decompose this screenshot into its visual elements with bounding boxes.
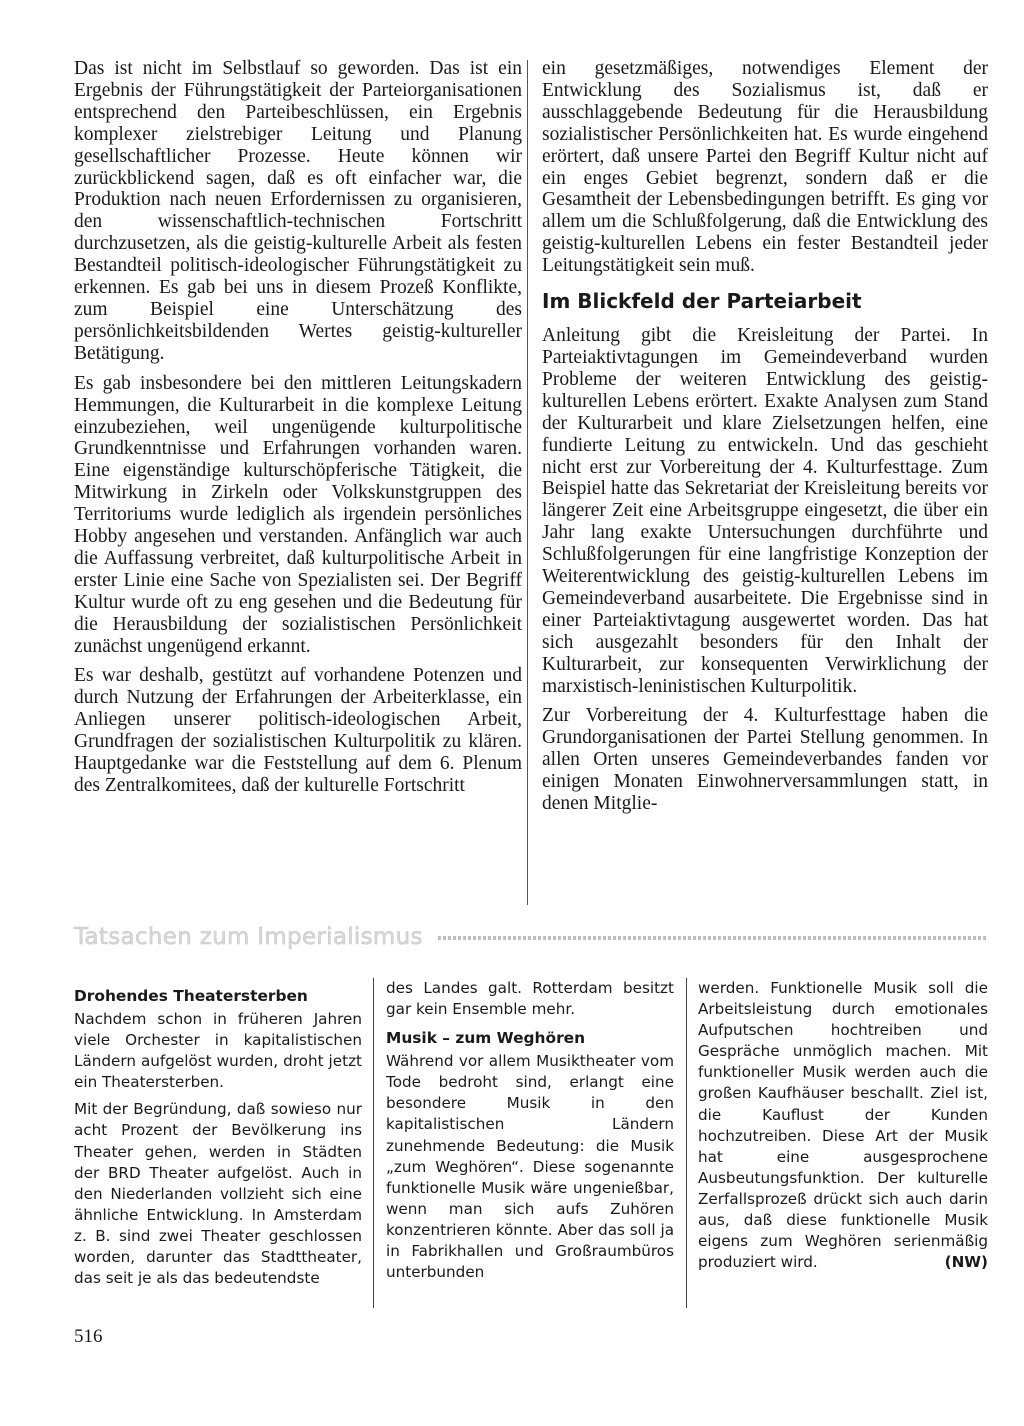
sidebar-paragraph: Nachdem schon in früheren Jahren viele Orchester in kapitalistischen Ländern aufgelöst wurden, droht jetzt ein Theatersterben. [74,1010,362,1092]
article-right-column [542,58,988,823]
article-left-column [74,58,522,805]
sidebar-heading: Drohendes Theatersterben [74,987,308,1005]
sidebar-column-1 [74,986,362,1295]
article-paragraph: Zur Vorbereitung der 4. Kulturfesttage haben die Grundorganisationen der Partei Stellung genommen. In allen Orten unseres Gemeindeverbandes fanden vor einigen Monaten Einwohnerversammlungen statt, in denen Mitglie- [542,705,988,815]
article-paragraph: ein gesetzmäßiges, notwendiges Element der Entwicklung des Sozialismus ist, daß er ausschlaggebende Bedeutung für die Herausbildung sozialistischer Persönlichkeiten hat. Es wurde eingehend erörtert, daß unsere Partei den Begriff Kultur nicht auf ein enges Gebiet begrenzt, sondern daß er die Gesamtheit der Lebensbedingungen betrifft. Es ging vor allem um die Schlußfolgerung, daß die Entwicklung des geistig-kulturellen Lebens ein fester Bestandteil jeder Leitungstätigkeit sein muß. [542,58,988,277]
sidebar-heading: Musik – zum Weghören [386,1029,586,1048]
section-banner [74,922,988,956]
sidebar-column-3 [698,978,988,1279]
column-divider [373,978,374,1308]
sidebar-paragraph [698,978,988,1273]
sidebar-paragraph: Während vor allem Musiktheater vom Tode bedroht sind, erlangt eine besondere Musik in den kapitalistischen Ländern zunehmende Bedeutung: die Musik „zum Weghören“. Diese sogenannte funktionelle Musik wäre ungenießbar, wenn man sich aufs Zuhören konzentrieren könnte. Aber das soll ja in Fabrikhallen und Großraumbüros unterbunden [386,1052,674,1282]
sidebar-column-2 [386,978,674,1289]
banner-rule [438,936,988,940]
sidebar-paragraph-text: werden. Funktionelle Musik soll die Arbeitsleistung durch emotionales Aufputschen hochtreiben und Gespräche unmöglich machen. Mit funktioneller Musik werden auch die großen Kaufhäuser beschallt. Ziel ist, die Kauflust der Kunden hochzutreiben. Diese Art der Musik hat eine ausgesprochene Ausbeutungsfunktion. Der kulturelle Zerfallsprozeß drückt sich auch darin aus, daß diese funktionelle Musik eigens zum Weghören serienmäßig produziert wird. [698,979,988,1272]
article-paragraph: Anleitung gibt die Kreisleitung der Partei. In Parteiaktivtagungen im Gemeindeverband wurden Probleme der weiteren Entwicklung des geistig-kulturellen Lebens erörtert. Exakte Analysen zum Stand der Kulturarbeit und klare Zielsetzungen helfen, eine fundierte Leitung zu entwickeln. Und das geschieht nicht erst zur Vorbereitung der 4. Kulturfesttage. Zum Beispiel hatte das Sekretariat der Kreisleitung bereits vor längerer Zeit eine Arbeitsgruppe eingesetzt, die über ein Jahr lang exakte Untersuchungen durchführte und Schlußfolgerungen für eine langfristige Konzeption der Weiterentwicklung des geistig-kulturellen Lebens im Gemeindeverband ausarbeitete. Die Ergebnisse sind in einer Parteiaktivtagung ausgewertet worden. Das hat sich ausgezahlt besonders für den Inhalt der Kulturarbeit, zur konsequenten Verwirklichung der marxistisch-leninistischen Kulturpolitik. [542,325,988,697]
article-paragraph: Es gab insbesondere bei den mittleren Leitungskadern Hemmungen, die Kulturarbeit in die komplexe Leitung einzubeziehen, weil ungenügende kulturpolitische Grundkenntnisse und Erfahrungen vorhanden waren. Eine eigenständige kulturschöpferische Tätigkeit, die Mitwirkung in Zirkeln oder Volkskunstgruppen des Territoriums wurde lediglich als irgendein persönliches Hobby angesehen und verstanden. Anfänglich war auch die Auffassung verbreitet, daß kulturpolitische Arbeit in erster Linie eine Sache von Spezialisten sei. Der Begriff Kultur wurde oft zu eng gesehen und die Bedeutung für die Herausbildung der sozialistischen Persönlichkeit zunächst ungenügend erkannt. [74,372,522,657]
banner-title: Tatsachen zum Imperialismus [74,924,423,950]
column-divider [527,60,528,905]
page-number: 516 [74,1326,103,1347]
section-heading: Im Blickfeld der Parteiarbeit [542,289,862,314]
sidebar-paragraph: des Landes galt. Rotterdam besitzt gar kein Ensemble mehr. [386,979,674,1019]
author-signature: (NW) [944,1253,988,1272]
column-divider [686,978,687,1308]
article-paragraph: Das ist nicht im Selbstlauf so geworden. Das ist ein Ergebnis der Führungstätigkeit der Parteiorganisationen entsprechend den Parteibeschlüssen, ein Ergebnis komplexer zielstrebiger Leitung und Planung gesellschaftlicher Prozesse. Heute können wir zurückblickend sagen, daß es oft einfacher war, die Produktion nach neuen Erfordernissen zu organisieren, den wissenschaftlich-technischen Fortschritt durchzusetzen, als die geistig-kulturelle Arbeit als festen Bestandteil politisch-ideologischer Führungstätigkeit zu erkennen. Es gab bei uns in diesem Prozeß Konflikte, zum Beispiel eine Unterschätzung des persönlichkeitsbildenden Wertes geistig-kultureller Betätigung. [74,58,522,364]
article-paragraph: Es war deshalb, gestützt auf vorhandene Potenzen und durch Nutzung der Erfahrungen der Arbeiterklasse, ein Anliegen unserer politisch-ideologischen Arbeit, Grundfragen der sozialistischen Kulturpolitik zu klären. Hauptgedanke war die Feststellung auf dem 6. Plenum des Zentralkomitees, daß der kulturelle Fortschritt [74,665,522,796]
sidebar-paragraph: Mit der Begründung, daß sowieso nur acht Prozent der Bevölkerung ins Theater gehen, werden in Städten der BRD Theater aufgelöst. Auch in den Niederlanden vollzieht sich eine ähnliche Entwicklung. In Amsterdam z. B. sind zwei Theater geschlossen worden, darunter das Stadttheater, das seit je als das bedeutendste [74,1100,362,1288]
